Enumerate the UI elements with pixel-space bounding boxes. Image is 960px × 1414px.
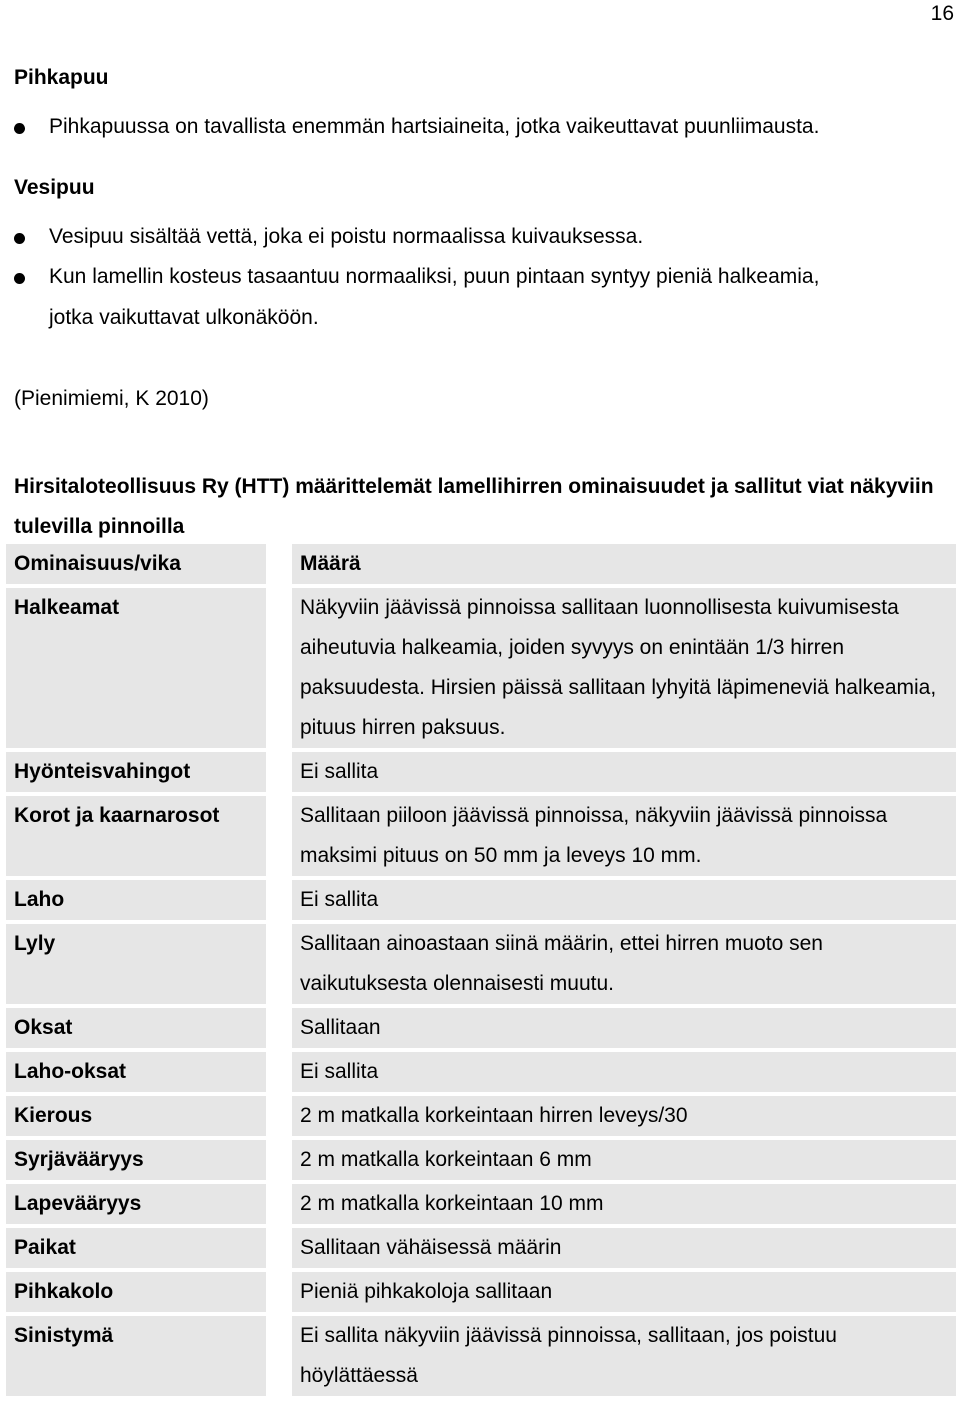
property-name: Laho [6, 880, 266, 920]
column-gap [266, 796, 292, 876]
column-gap [266, 544, 292, 584]
table-row [6, 1140, 956, 1180]
property-value: Pieniä pihkakoloja sallitaan [292, 1272, 956, 1312]
property-name: Lyly [6, 924, 266, 1004]
column-gap [266, 1096, 292, 1136]
property-name: Pihkakolo [6, 1272, 266, 1312]
column-gap [266, 880, 292, 920]
property-value: Sallitaan ainoastaan siinä määrin, ettei hirren muoto sen vaikutuksesta olennaisesti muutu. [292, 924, 956, 1004]
column-gap [266, 752, 292, 792]
table-row [6, 1052, 956, 1092]
property-value: Näkyviin jäävissä pinnoissa sallitaan luonnollisesta kuivumisesta aiheutuvia halkeamia, joiden syvyys on enintään 1/3 hirren paksuudesta. Hirsien päissä sallitaan lyhyitä läpimeneviä halkeamia, pituus hirren paksuus. [292, 588, 956, 748]
table-row [6, 1272, 956, 1312]
property-value: Sallitaan vähäisessä määrin [292, 1228, 956, 1268]
property-name: Korot ja kaarnarosot [6, 796, 266, 876]
section-heading-pihkapuu: Pihkapuu [14, 66, 109, 89]
table-row [6, 1228, 956, 1268]
bullet-icon [14, 273, 25, 284]
property-name: Syrjävääryys [6, 1140, 266, 1180]
property-value: Ei sallita [292, 1052, 956, 1092]
properties-table [6, 540, 956, 1400]
property-name: Sinistymä [6, 1316, 266, 1396]
property-value: Sallitaan [292, 1008, 956, 1048]
bullet-text: Vesipuu sisältää vettä, joka ei poistu normaalissa kuivauksessa. [49, 225, 644, 248]
table-row [6, 752, 956, 792]
property-value: Ei sallita [292, 752, 956, 792]
column-gap [266, 588, 292, 748]
table-row [6, 1184, 956, 1224]
table-row [6, 1316, 956, 1396]
bullet-text: Pihkapuussa on tavallista enemmän hartsiaineita, jotka vaikeuttavat puunliimausta. [49, 115, 820, 138]
column-gap [266, 1316, 292, 1396]
table-title: Hirsitaloteollisuus Ry (HTT) määrittelemät lamellihirren ominaisuudet ja sallitut viat näkyviin tulevilla pinnoilla [14, 475, 934, 538]
property-name: Laho-oksat [6, 1052, 266, 1092]
column-gap [266, 1272, 292, 1312]
column-gap [266, 1008, 292, 1048]
column-gap [266, 1140, 292, 1180]
table-row [6, 924, 956, 1004]
header-amount: Määrä [292, 544, 956, 584]
column-gap [266, 1228, 292, 1268]
property-value: 2 m matkalla korkeintaan hirren leveys/30 [292, 1096, 956, 1136]
property-value: 2 m matkalla korkeintaan 6 mm [292, 1140, 956, 1180]
citation: (Pienimiemi, K 2010) [14, 387, 209, 410]
property-name: Oksat [6, 1008, 266, 1048]
bullet-text-continued: jotka vaikuttavat ulkonäköön. [49, 306, 319, 329]
section-heading-vesipuu: Vesipuu [14, 176, 95, 199]
property-name: Halkeamat [6, 588, 266, 748]
column-gap [266, 1052, 292, 1092]
bullet-icon [14, 123, 25, 134]
column-gap [266, 1184, 292, 1224]
page-number: 16 [930, 2, 954, 25]
property-value: Sallitaan piiloon jäävissä pinnoissa, näkyviin jäävissä pinnoissa maksimi pituus on 50 mm ja leveys 10 mm. [292, 796, 956, 876]
property-value: Ei sallita näkyviin jäävissä pinnoissa, sallitaan, jos poistuu höylättäessä [292, 1316, 956, 1396]
table-row [6, 1008, 956, 1048]
bullet-icon [14, 233, 25, 244]
bullet-text: Kun lamellin kosteus tasaantuu normaaliksi, puun pintaan syntyy pieniä halkeamia, [49, 265, 820, 288]
property-name: Paikat [6, 1228, 266, 1268]
table-header-row [6, 544, 956, 584]
property-value: 2 m matkalla korkeintaan 10 mm [292, 1184, 956, 1224]
table-row [6, 1096, 956, 1136]
property-name: Kierous [6, 1096, 266, 1136]
table-row [6, 796, 956, 876]
property-value: Ei sallita [292, 880, 956, 920]
table-row [6, 588, 956, 748]
property-name: Lapevääryys [6, 1184, 266, 1224]
property-name: Hyönteisvahingot [6, 752, 266, 792]
header-property: Ominaisuus/vika [6, 544, 266, 584]
table-row [6, 880, 956, 920]
column-gap [266, 924, 292, 1004]
